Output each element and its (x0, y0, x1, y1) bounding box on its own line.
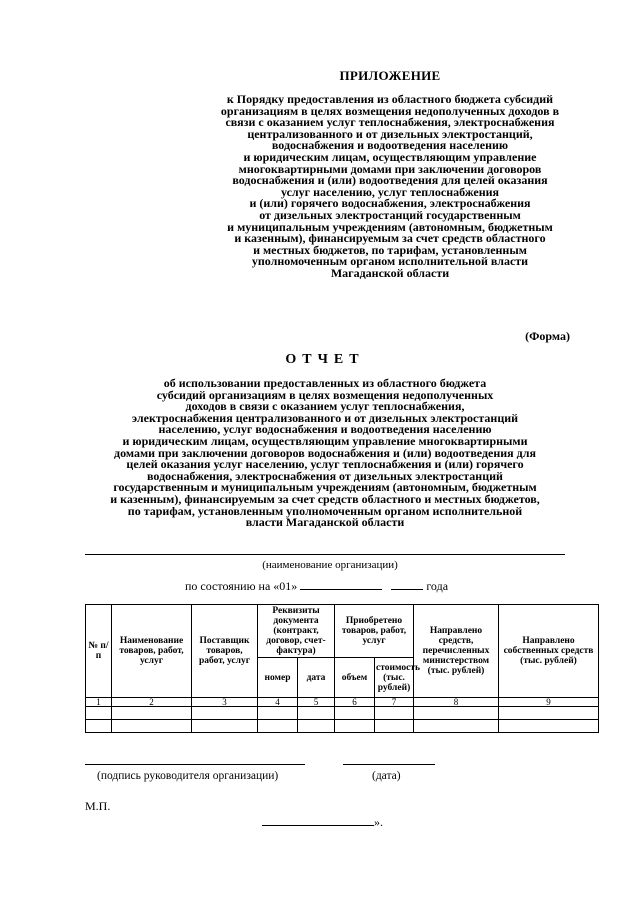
col-number: 4 (258, 698, 298, 707)
table-cell[interactable] (86, 707, 112, 720)
report-line: домами при заключении договоров водоснабжения и (или) водоотведения для (114, 445, 536, 460)
annex-line: и местных бюджетов, по тарифам, установленным (253, 242, 527, 257)
report-table (85, 604, 599, 733)
annex-line: и юридическим лицам, осуществляющим управление (243, 149, 537, 164)
annex-line: к Порядку предоставления из областного бюджета субсидий (226, 92, 554, 106)
as-of-date (185, 579, 448, 594)
annex-line: организациям в целях возмещения недополученных доходов в (220, 103, 560, 118)
table-cell[interactable] (499, 707, 599, 720)
table-cell[interactable] (335, 720, 375, 733)
table-cell[interactable] (375, 707, 414, 720)
table-cell[interactable] (414, 707, 499, 720)
table-cell[interactable] (192, 720, 258, 733)
report-line: государственным и муниципальным учреждениям (автономным, бюджетным (113, 480, 537, 495)
head-signature-caption: (подпись руководителя организации) (97, 770, 279, 782)
as-of-year-blank[interactable] (391, 579, 423, 590)
header-supplier: Поставщик товаров, работ, услуг (192, 605, 258, 698)
annex-line: централизованного и от дизельных электростанций, (247, 126, 533, 141)
header-name: Наименование товаров, работ, услуг (112, 605, 192, 698)
date-caption: (дата) (372, 770, 401, 782)
table-cell[interactable] (86, 720, 112, 733)
head-signature-line[interactable] (85, 764, 305, 765)
form-label: (Форма) (525, 329, 570, 343)
annex-line: уполномоченным органом исполнительной власти (251, 254, 529, 269)
as-of-suffix: года (426, 579, 449, 593)
table-cell[interactable] (375, 720, 414, 733)
header-requisites: Реквизиты документа (контракт, договор, счет-фактура) (258, 605, 335, 658)
table-cell[interactable] (112, 720, 192, 733)
report-line: субсидий организациям в целях возмещения недополученных (156, 387, 494, 402)
header-ministry: Направлено средств, перечисленных министерством (тыс. рублей) (414, 605, 499, 698)
report-line: населению, услуг водоснабжения и водоотведения населению (158, 422, 492, 437)
annex-line: Магаданской области (330, 265, 450, 280)
col-number: 2 (112, 698, 192, 707)
report-subtitle (60, 378, 590, 529)
annex-line: услуг населению, услуг теплоснабжения (280, 184, 500, 199)
report-line: об использовании предоставленных из областного бюджета (163, 376, 487, 390)
header-acquired: Приобретено товаров, работ, услуг (335, 605, 414, 658)
table-cell[interactable] (298, 707, 335, 720)
header-req-number: номер (258, 658, 298, 698)
col-number: 6 (335, 698, 375, 707)
header-own: Направлено собственных средств (тыс. рублей) (499, 605, 599, 698)
col-number: 5 (298, 698, 335, 707)
annex-line: водоснабжения и (или) водоотведения для целей оказания (232, 173, 548, 188)
report-line: доходов в связи с оказанием услуг теплоснабжения, (185, 399, 465, 414)
annex-subtitle (180, 94, 600, 280)
organization-name-line[interactable] (85, 554, 565, 555)
annex-line: водоснабжения и водоотведения населению (271, 138, 509, 153)
report-line: и казенным), финансируемым за счет средств областного и местных бюджетов, (110, 491, 540, 506)
header-acq-volume: объем (335, 658, 375, 698)
as-of-month-blank[interactable] (300, 579, 382, 590)
annex-title: ПРИЛОЖЕНИЕ (339, 68, 441, 83)
report-title: ОТЧЕТ (285, 352, 365, 367)
header-req-date: дата (298, 658, 335, 698)
report-line: власти Магаданской области (245, 515, 405, 530)
table-cell[interactable] (112, 707, 192, 720)
table-cell[interactable] (298, 720, 335, 733)
col-number: 1 (86, 698, 112, 707)
organization-name-caption: (наименование организации) (262, 559, 398, 571)
header-num: № п/п (86, 605, 112, 698)
annex-line: от дизельных электростанций государственным (259, 207, 521, 222)
table-cell[interactable] (414, 720, 499, 733)
annex-line: и (или) горячего водоснабжения, электроснабжения (249, 196, 531, 211)
col-number: 9 (499, 698, 599, 707)
col-number: 8 (414, 698, 499, 707)
report-line: целей оказания услуг населению, услуг теплоснабжения и (или) горячего (126, 457, 524, 472)
table-row (86, 720, 599, 733)
final-blank[interactable] (262, 815, 374, 826)
as-of-prefix: по состоянию на «01» (185, 579, 298, 593)
annex-line: и муниципальным учреждениям (автономным, бюджетным (227, 219, 553, 234)
table-cell[interactable] (258, 720, 298, 733)
table-cell[interactable] (192, 707, 258, 720)
annex-line: связи с оказанием услуг теплоснабжения, электроснабжения (225, 115, 555, 130)
table-cell[interactable] (499, 720, 599, 733)
report-line: водоснабжения, электроснабжения от дизельных электростанций (147, 468, 503, 483)
final-tail: ». (374, 815, 383, 829)
date-signature-line[interactable] (343, 764, 435, 765)
report-line: и юридическим лицам, осуществляющим управление многоквартирными (122, 433, 528, 448)
report-line: по тарифам, установленным уполномоченным органом исполнительной (127, 503, 523, 518)
seal-placeholder: М.П. (85, 799, 111, 813)
table-row (86, 707, 599, 720)
header-acq-cost: стоимость (тыс. рублей) (375, 658, 414, 698)
table-cell[interactable] (258, 707, 298, 720)
annex-line: и казенным), финансируемым за счет средств областного (234, 231, 546, 246)
col-number: 7 (375, 698, 414, 707)
report-line: электроснабжения централизованного и от дизельных электростанций (131, 410, 519, 425)
final-line (262, 815, 383, 830)
col-number: 3 (192, 698, 258, 707)
table-cell[interactable] (335, 707, 375, 720)
annex-line: многоквартирными домами при заключении договоров (238, 161, 542, 176)
